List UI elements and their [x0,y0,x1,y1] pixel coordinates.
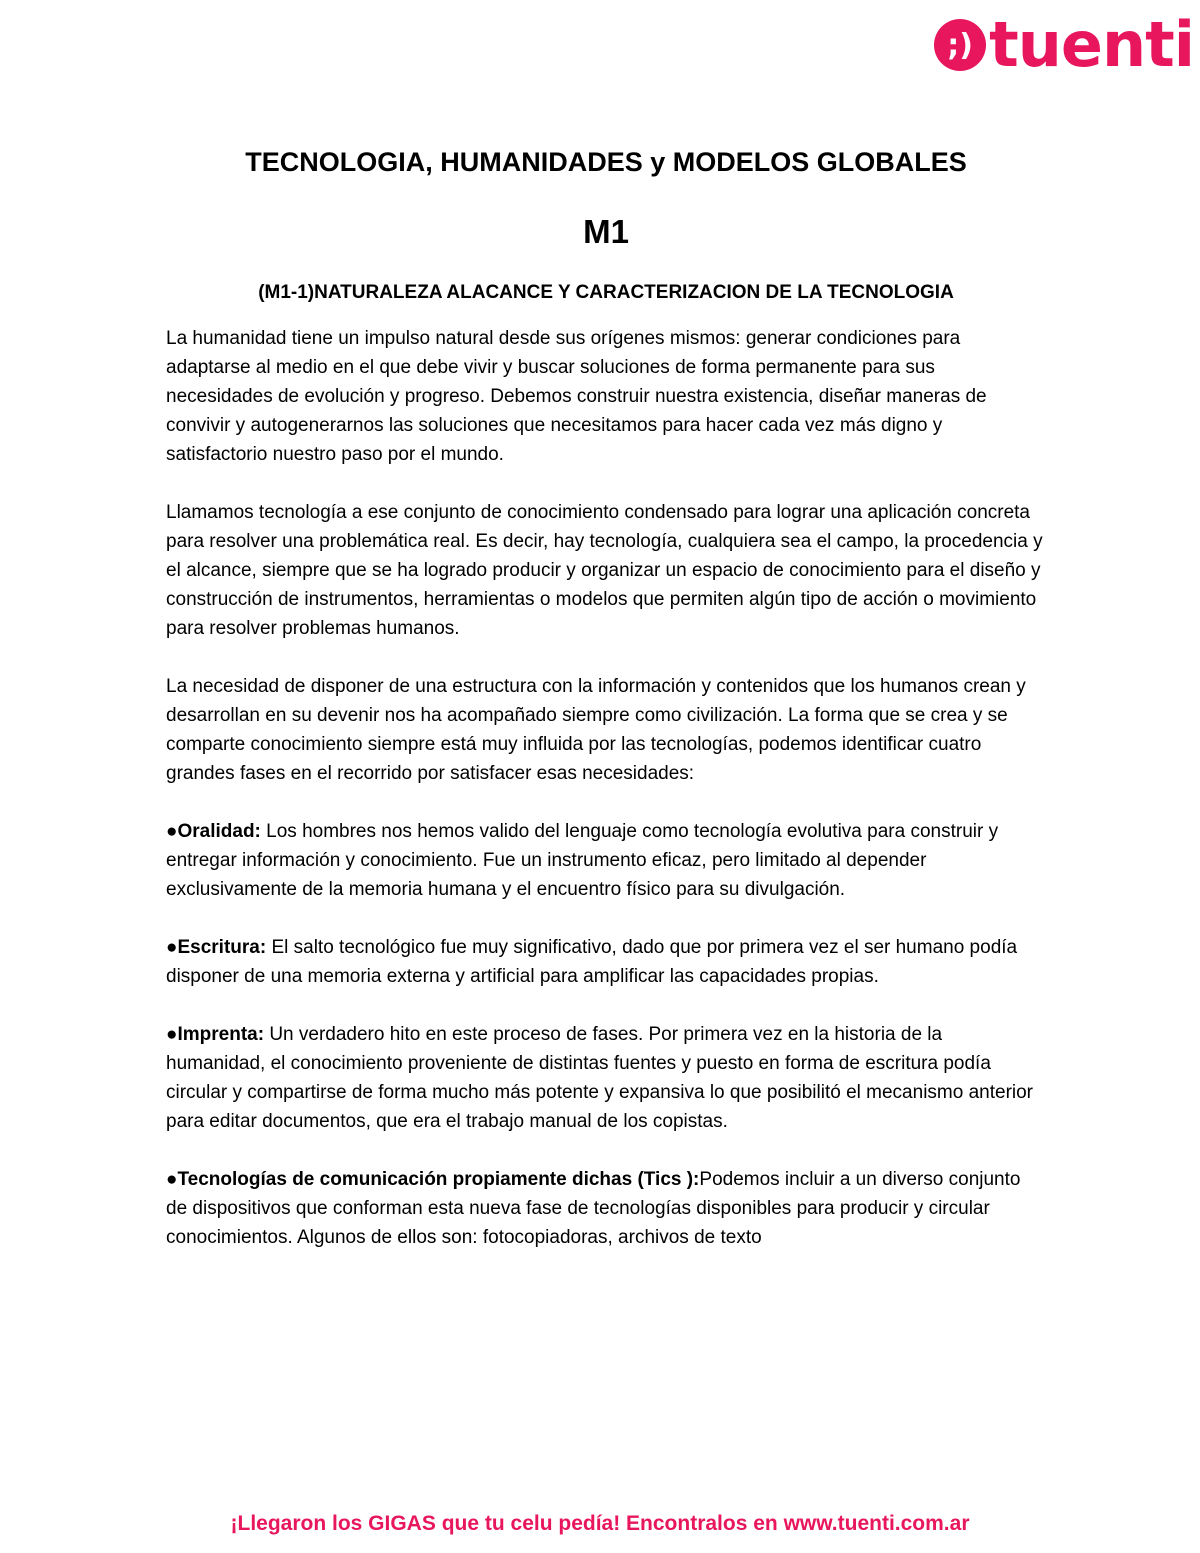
bullet-imprenta [166,1020,1046,1136]
paragraph-1: La humanidad tiene un impulso natural desde sus orígenes mismos: generar condiciones para adaptarse al medio en el que debe vivir y buscar soluciones de forma permanente para sus necesidades de evolución y progreso. Debemos construir nuestra existencia, diseñar maneras de convivir y autogenerarnos las soluciones que necesitamos para hacer cada vez más digno y satisfactorio nuestro paso por el mundo. [166,328,987,465]
bullet-lead: ●Escritura: [166,937,267,958]
bullet-text: Podemos incluir a un diverso conjunto de dispositivos que conforman esta nueva fase de tecnologías disponibles para producir y circular conocimientos. Algunos de ellos son: fotocopiadoras, archivos de texto [166,1169,1021,1248]
section-subtitle: (M1-1)NATURALEZA ALACANCE Y CARACTERIZACION DE LA TECNOLOGIA [258,282,954,303]
bullet-text: Los hombres nos hemos valido del lenguaje como tecnología evolutiva para construir y entregar información y conocimiento. Fue un instrumento eficaz, pero limitado al depender exclusivamente de la memoria humana y el encuentro físico para su divulgación. [166,821,999,900]
document-title: TECNOLOGIA, HUMANIDADES y MODELOS GLOBALES [245,147,967,177]
bullet-oralidad [166,817,1046,904]
logo-text: tuenti [989,8,1194,81]
bullet-text: El salto tecnológico fue muy significativo, dado que por primera vez el ser humano podía disponer de una memoria externa y artificial para amplificar las capacidades propias. [166,937,1018,987]
bullet-escritura [166,933,1046,991]
module-heading: M1 [583,213,629,250]
tuenti-logo-icon: ;) [934,19,986,71]
bullet-lead: ●Imprenta: [166,1024,265,1045]
paragraph-3: La necesidad de disponer de una estructura con la información y contenidos que los humanos crean y desarrollan en su devenir nos ha acompañado siempre como civilización. La forma que se crea y se comparte conocimiento siempre está muy influida por las tecnologías, podemos identificar cuatro grandes fases en el recorrido por satisfacer esas necesidades: [166,676,1026,784]
paragraph-2: Llamamos tecnología a ese conjunto de conocimiento condensado para lograr una aplicación concreta para resolver una problemática real. Es decir, hay tecnología, cualquiera sea el campo, la procedencia y el alcance, siempre que se ha logrado producir y organizar un espacio de conocimiento para el diseño y construcción de instrumentos, herramientas o modelos que permiten algún tipo de acción o movimiento para resolver problemas humanos. [166,502,1043,639]
footer-banner-link[interactable]: ¡Llegaron los GIGAS que tu celu pedía! Encontralos en www.tuenti.com.ar [230,1512,970,1535]
bullet-lead: ●Tecnologías de comunicación propiamente dichas (Tics ): [166,1169,700,1190]
tuenti-logo [934,8,1194,81]
bullet-lead: ●Oralidad: [166,821,261,842]
document-body [166,140,1046,1252]
bullet-text: Un verdadero hito en este proceso de fases. Por primera vez en la historia de la humanidad, el conocimiento proveniente de distintas fuentes y puesto en forma de escritura podía circular y compartirse de forma mucho más potente y expansiva lo que posibilitó el mecanismo anterior para editar documentos, que era el trabajo manual de los copistas. [166,1024,1034,1132]
bullet-tics [166,1165,1046,1252]
